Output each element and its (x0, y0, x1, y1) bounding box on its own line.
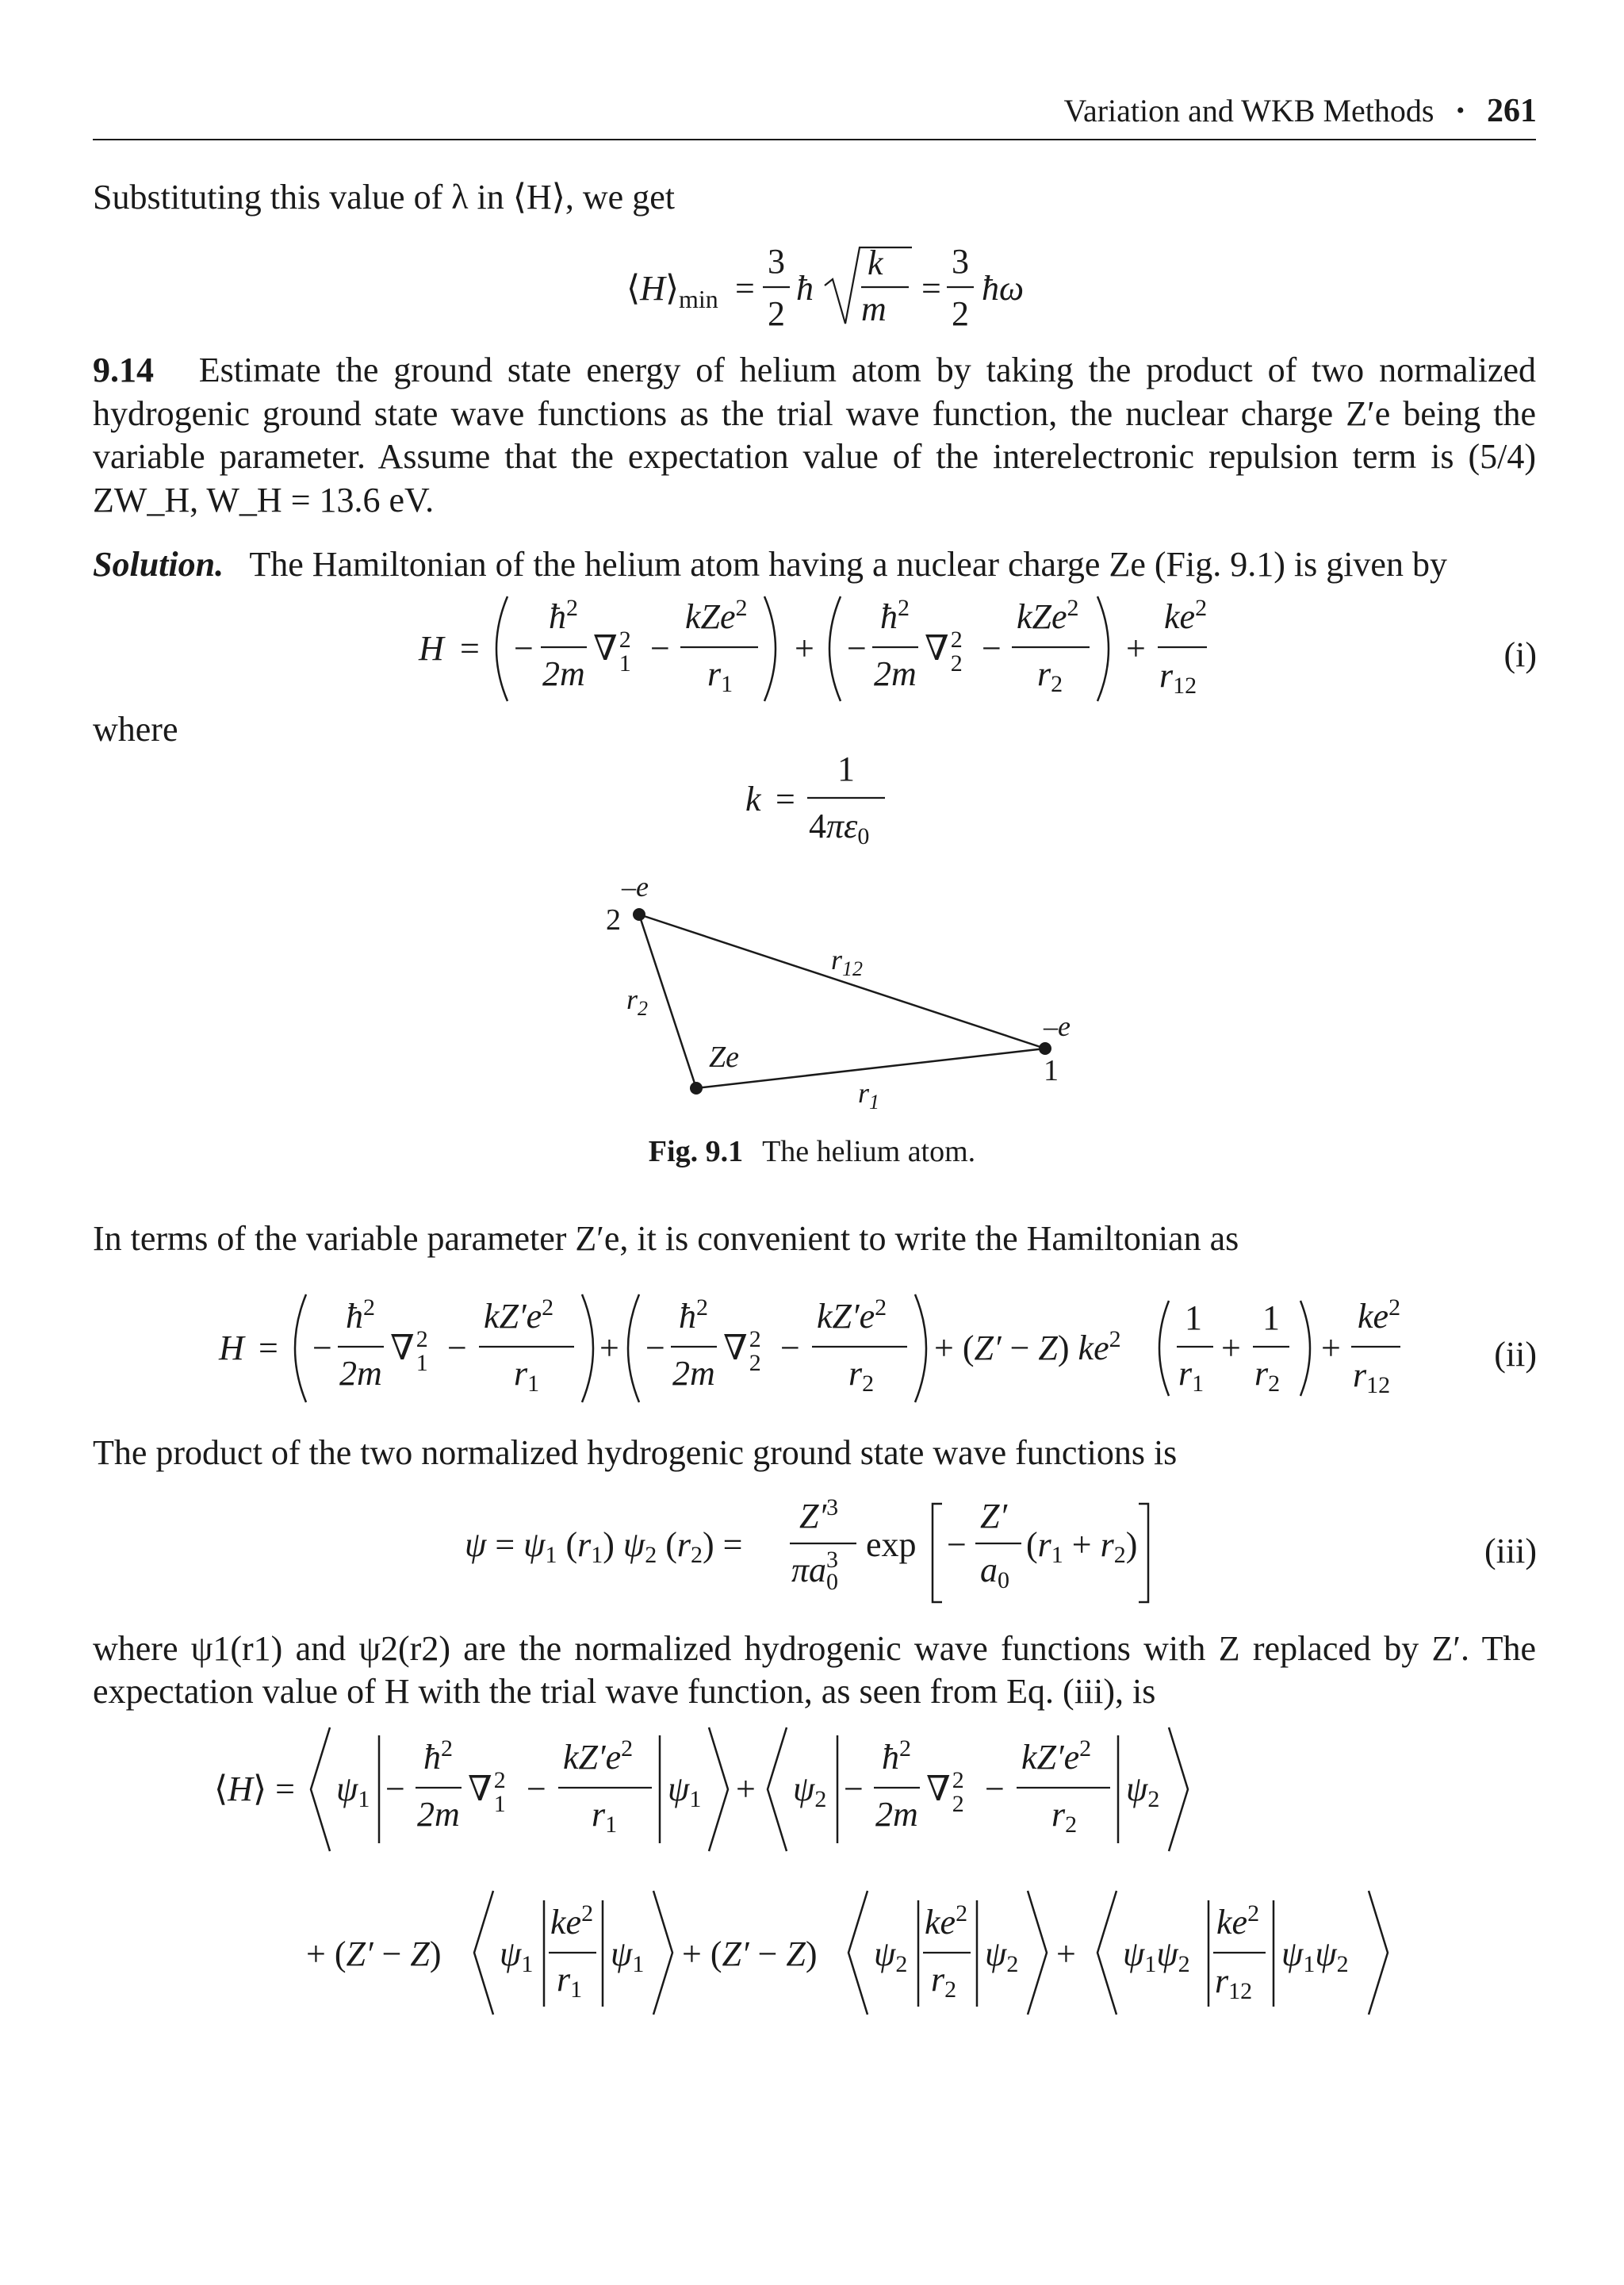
svg-text:r1: r1 (557, 1960, 583, 2003)
svg-text:ψ2: ψ2 (1126, 1769, 1160, 1812)
svg-text:ψ1: ψ1 (611, 1934, 645, 1977)
figure-helium-atom (606, 871, 1071, 1114)
svg-text:=: = (735, 269, 755, 308)
label-electron1-charge: –e (1044, 1010, 1071, 1042)
label-r12: $r_{12}$ (831, 944, 864, 980)
svg-text:−: − (645, 1328, 665, 1367)
svg-text:(r1 + r2): (r1 + r2) (1026, 1525, 1138, 1568)
electron-2-dot (633, 908, 645, 921)
figure-label: Fig. 9.1 (648, 1135, 744, 1168)
svg-text:Z′3: $Z'^3$ (799, 1494, 839, 1535)
svg-text:kZe2: kZe$^2$ (685, 595, 748, 636)
svg-text:ħω: ħω (982, 269, 1025, 308)
running-title: Variation and WKB Methods (1063, 93, 1434, 128)
svg-text:ψ2: ψ2 (874, 1934, 908, 1977)
svg-text:−: − (527, 1769, 546, 1808)
equation-k-definition (745, 750, 885, 849)
svg-text:∇21: ∇$^2$ 1 (390, 1326, 428, 1376)
equation-i-hamiltonian (418, 595, 1207, 701)
svg-text:∇22: ∇$^2$ 2 (925, 627, 963, 677)
svg-text:Z′: Z′ (980, 1497, 1008, 1535)
where-text-1: where (93, 710, 178, 749)
svg-text:=: = (259, 1328, 278, 1367)
svg-text:+: + (1056, 1934, 1076, 1973)
svg-text:−: − (650, 629, 670, 668)
svg-text:a0: a0 (980, 1551, 1009, 1593)
svg-text:1: 1 (1262, 1298, 1280, 1337)
equation-expectation-line1 (214, 1727, 1188, 1851)
svg-text:−: − (844, 1769, 864, 1808)
svg-text:ħ2: $ħ^2$ (882, 1735, 911, 1777)
svg-text:r1: r1 (707, 654, 733, 697)
svg-text:r1: r1 (514, 1354, 540, 1397)
header-bullet: • (1456, 98, 1465, 124)
solution-text: The Hamiltonian of the helium atom having a nuclear charge Ze (Fig. 9.1) is given by (249, 545, 1447, 584)
figure-caption-text: The helium atom. (762, 1135, 976, 1168)
svg-text:+: + (795, 629, 814, 668)
svg-text:−: − (985, 1769, 1005, 1808)
svg-text:1: 1 (837, 750, 855, 788)
svg-text:ke2: $ke^2$ (550, 1900, 594, 1942)
svg-text:2m: 2m (875, 1795, 918, 1834)
svg-text:ke2: $ke^2$ (1164, 595, 1208, 636)
svg-text:ψ1ψ2: ψ1ψ2 (1123, 1934, 1190, 1977)
svg-text:∇22: ∇$^2$ 2 (723, 1326, 761, 1376)
svg-text:⟨H⟩ =: ⟨H⟩ = (214, 1769, 295, 1808)
equation-ii-hamiltonian (218, 1294, 1400, 1402)
label-electron1-index: 1 (1044, 1054, 1059, 1087)
svg-text:2m: 2m (542, 654, 585, 693)
where2-text: where ψ1(r1) and ψ2(r2) are the normalized hydrogenic wave functions with Z replaced by Z′. The expectation value of H with the trial wave function, as seen from Eq. (iii), is (93, 1629, 1536, 1711)
svg-text:2m: 2m (339, 1354, 382, 1393)
svg-text:ψ1: ψ1 (500, 1934, 534, 1977)
svg-text:ψ1ψ2: ψ1ψ2 (1281, 1934, 1349, 1977)
electron-1-dot (1039, 1042, 1051, 1055)
equation-number-ii: (ii) (1494, 1335, 1537, 1374)
svg-text:m: m (861, 289, 887, 328)
svg-text:k: k (868, 243, 883, 282)
svg-text:−: − (312, 1328, 332, 1367)
equation-number-iii: (iii) (1484, 1532, 1537, 1570)
svg-text:∇22: ∇$^2$ 2 (926, 1767, 964, 1817)
svg-text:∇21: ∇$^2$ 1 (468, 1767, 506, 1817)
svg-text:r12: r12 (1353, 1355, 1391, 1398)
svg-text:exp: exp (866, 1525, 917, 1564)
svg-text:=: = (460, 629, 480, 668)
svg-text:+ (Z′ − Z): + (Z′ − Z) (306, 1934, 442, 1973)
equation-iii-wavefunction (465, 1494, 1148, 1602)
svg-text:−: − (847, 629, 867, 668)
svg-text:ke2: $ke^2$ (1358, 1294, 1401, 1336)
svg-text:+ (Z′ − Z) ke2: + (Z′ − Z) $ke^2$ (934, 1326, 1121, 1367)
svg-text:−: − (947, 1525, 967, 1564)
svg-text:ħ2: $ħ^2$ (423, 1735, 453, 1777)
svg-text:r1: r1 (1178, 1354, 1205, 1397)
terms-text: In terms of the variable parameter Z′e, it is convenient to write the Hamiltonian as (93, 1219, 1239, 1258)
svg-text:min: min (679, 285, 718, 313)
svg-text:4πε0: 4πε0 (809, 807, 870, 849)
svg-text:3: 3 (952, 242, 969, 281)
solution-label: Solution. (93, 545, 224, 584)
problem-number: 9.14 (93, 351, 154, 389)
svg-text:∇21: ∇$^2$ 1 (593, 627, 631, 677)
svg-text:+ (Z′ − Z): + (Z′ − Z) (682, 1934, 818, 1973)
product-text: The product of the two normalized hydrogenic ground state wave functions is (93, 1433, 1178, 1472)
svg-text:kZ′e2: $kZ'e^2$ (484, 1294, 554, 1336)
svg-text:+: + (599, 1328, 619, 1367)
svg-text:ħ2: $ħ^2$ (549, 595, 578, 636)
svg-text:−: − (982, 629, 1002, 668)
label-electron2-charge: –e (622, 871, 649, 903)
svg-text:ħ: ħ (796, 269, 814, 308)
svg-text:ħ2: $ħ^2$ (346, 1294, 375, 1336)
svg-text:+: + (736, 1769, 756, 1808)
svg-text:2m: 2m (417, 1795, 460, 1834)
figure-caption (0, 1134, 1624, 1169)
svg-text:=: = (776, 780, 795, 819)
svg-text:+: + (1221, 1328, 1241, 1367)
svg-text:=: = (921, 269, 941, 308)
svg-text:ψ1: ψ1 (668, 1769, 702, 1812)
svg-text:r2: r2 (1254, 1354, 1281, 1397)
svg-text:kZ′e2: $kZ'e^2$ (1021, 1735, 1092, 1777)
svg-text:2m: 2m (874, 654, 917, 693)
svg-text:H: H (419, 629, 444, 668)
svg-text:2: 2 (952, 294, 969, 333)
svg-text:πa03: $\pi a_03$ (791, 1547, 839, 1595)
page-number: 261 (1487, 93, 1537, 129)
svg-text:kZ′e2: $kZ'e^2$ (563, 1735, 634, 1777)
svg-text:−: − (780, 1328, 800, 1367)
svg-text:3: 3 (768, 242, 785, 281)
svg-text:r12: r12 (1159, 656, 1197, 699)
label-nucleus: Ze (709, 1041, 739, 1074)
svg-text:ψ = ψ1 (r1) ψ2 (r2) =: ψ = ψ1 (r1) ψ2 (r2) = (465, 1525, 743, 1568)
svg-text:ψ1: ψ1 (336, 1769, 370, 1812)
equation-number-i: (i) (1503, 635, 1537, 674)
substituting-text: Substituting this value of λ in ⟨H⟩, we get (93, 178, 675, 217)
svg-text:⟨H⟩: ⟨H⟩ (626, 269, 680, 308)
svg-text:r2: r2 (1051, 1795, 1078, 1838)
problem-text: Estimate the ground state energy of helium atom by taking the product of two normalized hydrogenic ground state wave functions as the trial wave function, the nuclear charge Z′e being the variable parameter. Assume that the expectation value of the interelectronic repulsion term is (5/4) ZW_H, W_H = 13.6 eV. (93, 351, 1537, 519)
svg-text:r2: r2 (848, 1354, 875, 1397)
svg-text:H: H (219, 1328, 244, 1367)
svg-text:ħ2: $ħ^2$ (679, 1294, 708, 1336)
edge-r1 (696, 1049, 1045, 1088)
nucleus-dot (690, 1082, 703, 1095)
svg-text:ħ2: $ħ^2$ (880, 595, 910, 636)
equation-h-min (626, 242, 1024, 333)
svg-text:ψ2: ψ2 (985, 1934, 1019, 1977)
svg-text:−: − (514, 629, 534, 668)
svg-text:r1: r1 (592, 1795, 618, 1838)
svg-text:+: + (1126, 629, 1146, 668)
svg-text:−: − (385, 1769, 405, 1808)
svg-text:r2: r2 (1037, 654, 1063, 697)
svg-text:kZe2: kZe$^2$ (1017, 595, 1079, 636)
label-electron2-index: 2 (606, 903, 621, 937)
svg-text:k: k (745, 780, 761, 819)
svg-text:ke2: $ke^2$ (925, 1900, 968, 1942)
svg-text:ke2: $ke^2$ (1216, 1900, 1260, 1942)
edge-r12 (639, 914, 1045, 1049)
svg-text:−: − (447, 1328, 467, 1367)
label-r2: $r_2$ (626, 983, 649, 1020)
label-r1: $r_1$ (858, 1077, 880, 1114)
equation-expectation-line2 (306, 1891, 1388, 2015)
svg-text:1: 1 (1185, 1298, 1202, 1337)
svg-text:+: + (1321, 1328, 1341, 1367)
svg-text:2: 2 (768, 294, 785, 333)
svg-text:2m: 2m (672, 1354, 715, 1393)
svg-text:r12: r12 (1215, 1961, 1253, 2004)
svg-text:ψ2: ψ2 (793, 1769, 827, 1812)
svg-text:r2: r2 (931, 1960, 957, 2003)
svg-text:kZ′e2: $kZ'e^2$ (817, 1294, 887, 1336)
